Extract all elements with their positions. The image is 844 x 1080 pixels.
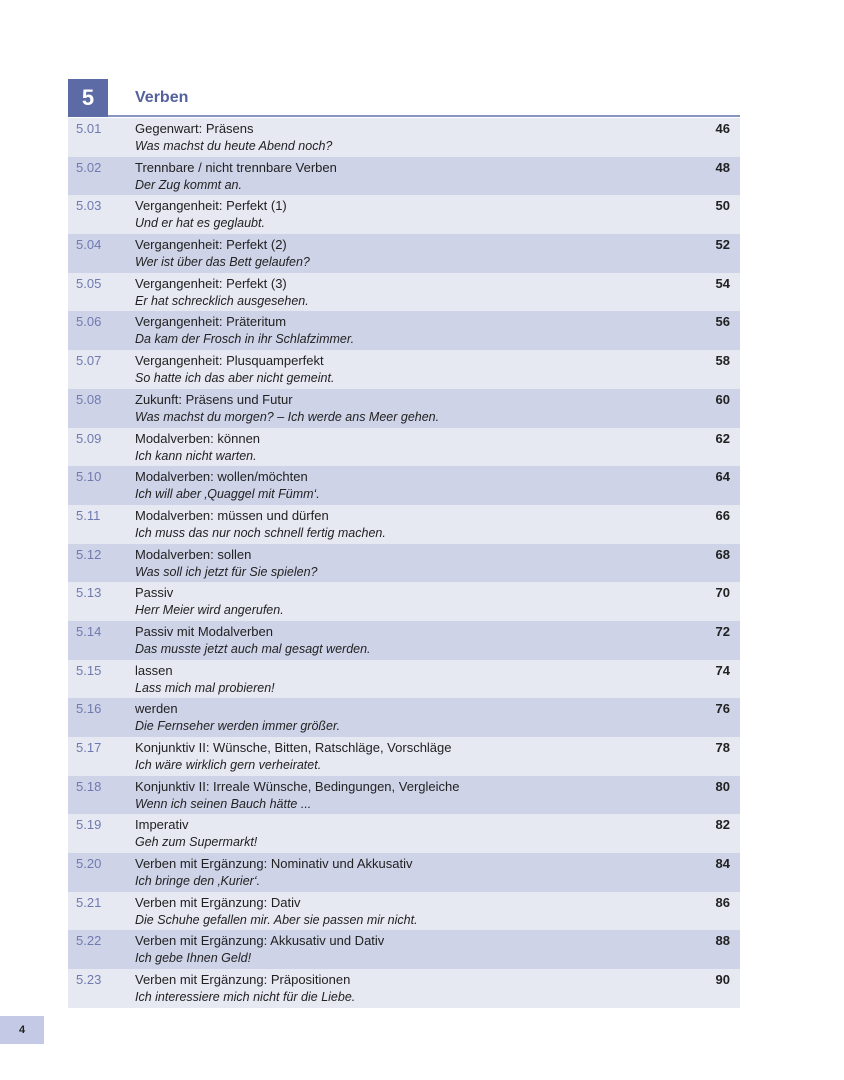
entry-number: 5.23	[76, 972, 102, 988]
chapter-header	[68, 79, 740, 117]
entry-title: Konjunktiv II: Wünsche, Bitten, Ratschläge, Vorschläge	[135, 740, 452, 755]
entry-example-sentence: Ich kann nicht warten.	[135, 448, 257, 463]
entry-number: 5.22	[76, 933, 102, 949]
entry-number: 5.02	[76, 159, 102, 175]
entry-number: 5.20	[76, 856, 102, 872]
entry-page-number: 48	[715, 159, 730, 175]
entry-page-number: 70	[715, 585, 730, 601]
entry-number: 5.01	[76, 121, 102, 136]
entry-page-number: 66	[715, 507, 730, 523]
entry-title: Verben mit Ergänzung: Dativ	[135, 894, 301, 910]
toc-entry	[68, 776, 740, 815]
entry-page-number: 54	[715, 275, 730, 291]
entry-example-sentence: Und er hat es geglaubt.	[135, 216, 265, 231]
toc-entry	[68, 118, 740, 157]
toc-entry	[68, 969, 740, 1008]
entry-page-number: 86	[715, 894, 730, 910]
toc-entry	[68, 234, 740, 273]
toc-entry	[68, 311, 740, 350]
entry-number: 5.21	[76, 894, 102, 910]
entry-example-sentence: Das musste jetzt auch mal gesagt werden.	[135, 641, 371, 656]
entry-example-sentence: Was soll ich jetzt für Sie spielen?	[135, 564, 318, 579]
entry-page-number: 52	[715, 237, 730, 253]
entry-number: 5.15	[76, 662, 102, 678]
entry-example-sentence: Da kam der Frosch in ihr Schlafzimmer.	[135, 332, 355, 347]
entry-example-sentence: Lass mich mal probieren!	[135, 680, 275, 695]
entry-example-sentence: Wer ist über das Bett gelaufen?	[135, 255, 310, 270]
entry-example-sentence: Was machst du morgen? – Ich werde ans Meer gehen.	[135, 409, 440, 424]
entry-example-sentence: Ich gebe Ihnen Geld!	[135, 951, 252, 966]
entry-number: 5.18	[76, 778, 102, 794]
table-of-contents	[68, 118, 740, 1008]
entry-example-sentence: Ich interessiere mich nicht für die Liebe.	[135, 990, 356, 1005]
entry-number: 5.12	[76, 546, 102, 562]
entry-page-number: 72	[715, 623, 730, 639]
entry-title: werden	[135, 701, 178, 717]
entry-page-number: 78	[715, 740, 730, 755]
toc-entry	[68, 157, 740, 196]
entry-title: Vergangenheit: Perfekt (2)	[135, 237, 287, 253]
entry-page-number: 82	[715, 817, 730, 833]
toc-entry	[68, 544, 740, 583]
toc-entry	[68, 466, 740, 505]
entry-example-sentence: Ich bringe den ‚Kurier‘.	[135, 874, 261, 889]
entry-page-number: 46	[715, 121, 730, 136]
entry-number: 5.10	[76, 469, 102, 485]
entry-number: 5.13	[76, 585, 102, 601]
entry-number: 5.05	[76, 275, 102, 291]
entry-number: 5.04	[76, 237, 102, 253]
toc-entry	[68, 195, 740, 234]
entry-page-number: 56	[715, 314, 730, 330]
entry-page-number: 84	[715, 856, 730, 872]
toc-entry	[68, 428, 740, 467]
entry-example-sentence: Herr Meier wird angerufen.	[135, 603, 284, 618]
entry-title: Vergangenheit: Perfekt (3)	[135, 275, 287, 291]
entry-title: Modalverben: wollen/möchten	[135, 469, 308, 485]
entry-example-sentence: Wenn ich seinen Bauch hätte ...	[135, 796, 312, 811]
entry-example-sentence: Der Zug kommt an.	[135, 177, 242, 192]
entry-example-sentence: So hatte ich das aber nicht gemeint.	[135, 371, 335, 386]
toc-entry	[68, 273, 740, 312]
entry-number: 5.03	[76, 198, 102, 214]
entry-title: Konjunktiv II: Irreale Wünsche, Bedingungen, Vergleiche	[135, 778, 460, 794]
entry-title: Vergangenheit: Perfekt (1)	[135, 198, 287, 214]
chapter-number: 5	[68, 79, 108, 117]
toc-entry	[68, 505, 740, 544]
entry-title: Verben mit Ergänzung: Nominativ und Akkusativ	[135, 856, 413, 872]
entry-number: 5.06	[76, 314, 102, 330]
toc-entry	[68, 930, 740, 969]
toc-entry	[68, 621, 740, 660]
entry-example-sentence: Die Fernseher werden immer größer.	[135, 719, 341, 734]
toc-entry	[68, 350, 740, 389]
chapter-title: Verben	[135, 89, 189, 106]
entry-title: Trennbare / nicht trennbare Verben	[135, 159, 337, 175]
entry-number: 5.19	[76, 817, 102, 833]
toc-entry	[68, 853, 740, 892]
entry-number: 5.17	[76, 740, 102, 755]
entry-number: 5.14	[76, 623, 102, 639]
entry-example-sentence: Die Schuhe gefallen mir. Aber sie passen mir nicht.	[135, 912, 418, 927]
toc-entry	[68, 698, 740, 737]
entry-number: 5.09	[76, 430, 102, 446]
entry-example-sentence: Was machst du heute Abend noch?	[135, 139, 333, 153]
toc-entry	[68, 389, 740, 428]
entry-page-number: 60	[715, 391, 730, 407]
entry-example-sentence: Ich will aber ‚Quaggel mit Fümm‘.	[135, 487, 320, 502]
entry-title: Verben mit Ergänzung: Präpositionen	[135, 972, 351, 988]
toc-entry	[68, 892, 740, 931]
entry-title: Zukunft: Präsens und Futur	[135, 391, 293, 407]
toc-entry	[68, 814, 740, 853]
entry-title: Vergangenheit: Präteritum	[135, 314, 287, 330]
entry-example-sentence: Ich muss das nur noch schnell fertig machen.	[135, 525, 386, 540]
entry-title: lassen	[135, 662, 173, 678]
page-number: 4	[0, 1016, 44, 1044]
entry-title: Vergangenheit: Plusquamperfekt	[135, 353, 324, 369]
entry-page-number: 80	[715, 778, 730, 794]
entry-example-sentence: Ich wäre wirklich gern verheiratet.	[135, 758, 322, 772]
toc-entry	[68, 660, 740, 699]
entry-number: 5.16	[76, 701, 102, 717]
entry-page-number: 88	[715, 933, 730, 949]
entry-number: 5.07	[76, 353, 102, 369]
toc-entry	[68, 737, 740, 776]
entry-page-number: 58	[715, 353, 730, 369]
entry-page-number: 90	[715, 972, 730, 988]
entry-title: Verben mit Ergänzung: Akkusativ und Dativ	[135, 933, 385, 949]
entry-page-number: 50	[715, 198, 730, 214]
entry-page-number: 68	[715, 546, 730, 562]
entry-example-sentence: Geh zum Supermarkt!	[135, 835, 258, 850]
entry-title: Passiv mit Modalverben	[135, 623, 273, 639]
entry-title: Modalverben: können	[135, 430, 261, 446]
entry-title: Passiv	[135, 585, 174, 601]
entry-title: Gegenwart: Präsens	[135, 121, 254, 136]
entry-page-number: 64	[715, 469, 730, 485]
entry-title: Imperativ	[135, 817, 189, 833]
entry-title: Modalverben: sollen	[135, 546, 252, 562]
entry-page-number: 62	[715, 430, 730, 446]
entry-title: Modalverben: müssen und dürfen	[135, 507, 329, 523]
header-divider	[108, 115, 740, 117]
entry-page-number: 76	[715, 701, 730, 717]
entry-page-number: 74	[715, 662, 730, 678]
entry-number: 5.11	[76, 507, 101, 523]
toc-entry	[68, 582, 740, 621]
entry-number: 5.08	[76, 391, 102, 407]
entry-example-sentence: Er hat schrecklich ausgesehen.	[135, 293, 309, 308]
